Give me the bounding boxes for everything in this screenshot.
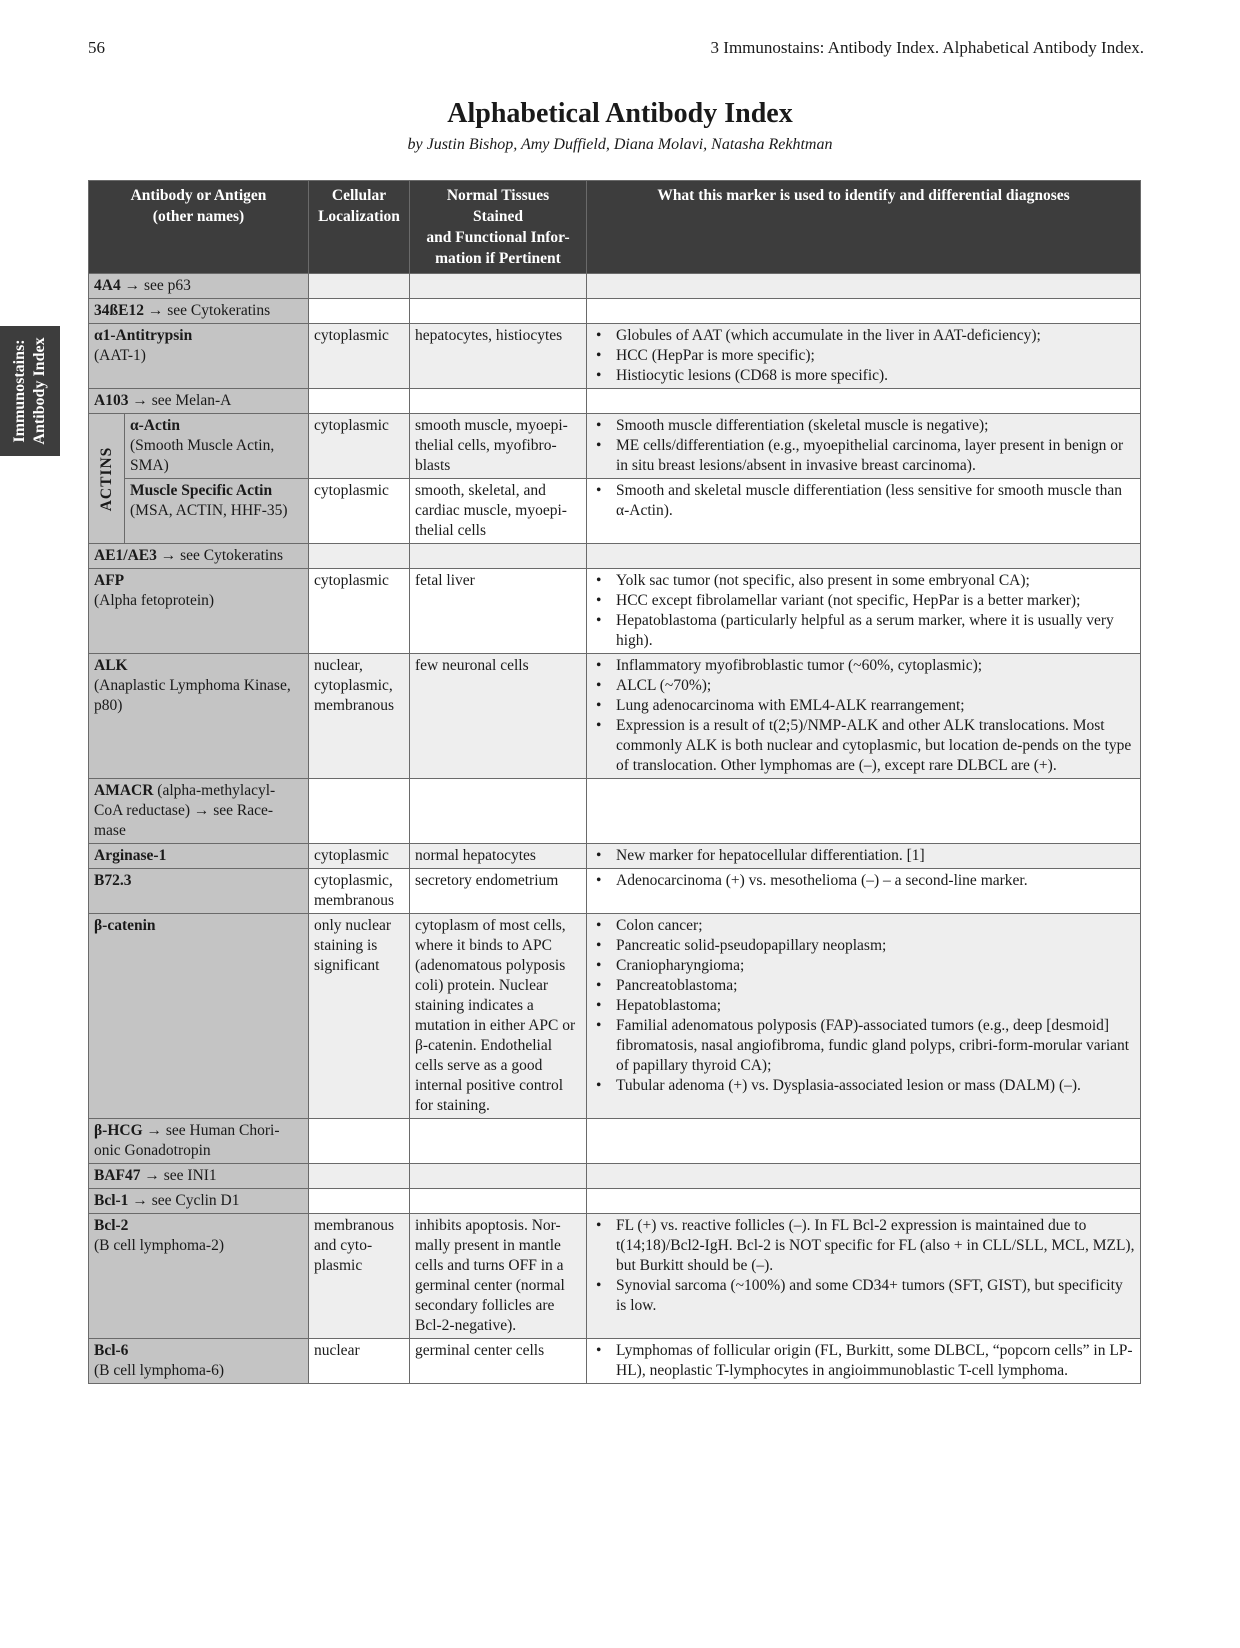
localization-cell: cytoplasmic <box>309 479 410 544</box>
table-row <box>89 1164 1141 1189</box>
uses-cell: • Inflammatory myofibroblastic tumor (~60%, cytoplasmic); • ALCL (~70%); • Lung adenocarcinoma with EML4-ALK rearrangement; • Expression is a result of t(2;5)/NMP-ALK and other ALK translocations. Most commonly ALK is both nuclear and cytoplasmic, but location de-pends on the type of translocation. Other lymphomas are (–), except rare DLBCL are (+). <box>587 654 1141 779</box>
antibody-cell: ALK (Anaplastic Lymphoma Kinase, p80) <box>89 654 309 779</box>
uses-cell: • Smooth and skeletal muscle differentiation (less sensitive for smooth muscle than α-Actin). <box>587 479 1141 544</box>
actins-group-label: ACTINS <box>97 446 115 511</box>
uses-cell: • Globules of AAT (which accumulate in the liver in AAT-deficiency); • HCC (HepPar is more specific); • Histiocytic lesions (CD68 is more specific). <box>587 324 1141 389</box>
table-row <box>89 274 1141 299</box>
antibody-cell: A103 → see Melan-A <box>89 389 309 414</box>
table-row <box>89 779 1141 844</box>
col-header-localization: Cellular Localization <box>309 181 410 274</box>
localization-cell: cytoplasmic, membranous <box>309 869 410 914</box>
page-title: Alphabetical Antibody Index <box>447 98 793 129</box>
antibody-table <box>88 180 1141 1384</box>
antibody-cell: β-HCG → see Human Chori-onic Gonadotropin <box>89 1119 309 1164</box>
tissue-cell: normal hepatocytes <box>410 844 587 869</box>
tissue-cell: few neuronal cells <box>410 654 587 779</box>
localization-cell: nuclear, cytoplasmic, membranous <box>309 654 410 779</box>
localization-cell: cytoplasmic <box>309 414 410 479</box>
localization-cell: cytoplasmic <box>309 844 410 869</box>
localization-cell: nuclear <box>309 1339 410 1384</box>
antibody-cell: 4A4 → see p63 <box>89 274 309 299</box>
table-row <box>89 1214 1141 1339</box>
table-row <box>89 544 1141 569</box>
tissue-cell: secretory endometrium <box>410 869 587 914</box>
table-row <box>89 1189 1141 1214</box>
tissue-cell: fetal liver <box>410 569 587 654</box>
side-tab-line2: Antibody Index <box>31 337 48 445</box>
antibody-cell: AE1/AE3 → see Cytokeratins <box>89 544 309 569</box>
antibody-cell: BAF47 → see INI1 <box>89 1164 309 1189</box>
table-row <box>89 414 1141 479</box>
table-row <box>89 869 1141 914</box>
tissue-cell: germinal center cells <box>410 1339 587 1384</box>
table-row <box>89 844 1141 869</box>
localization-cell: membranous and cyto-plasmic <box>309 1214 410 1339</box>
uses-cell: • Lymphomas of follicular origin (FL, Burkitt, some DLBCL, “popcorn cells” in LP-HL), neoplastic T-lymphocytes in angioimmunoblastic T-cell lymphoma. <box>587 1339 1141 1384</box>
tissue-cell: cytoplasm of most cells, where it binds to APC (adenomatous polyposis coli) protein. Nuclear staining indicates a mutation in either APC or β-catenin. Endothelial cells serve as a good internal positive control for staining. <box>410 914 587 1119</box>
antibody-cell: α1-Antitrypsin (AAT-1) <box>89 324 309 389</box>
antibody-cell: β-catenin <box>89 914 309 1119</box>
antibody-cell: B72.3 <box>89 869 309 914</box>
tissue-cell: hepatocytes, histiocytes <box>410 324 587 389</box>
localization-cell: cytoplasmic <box>309 324 410 389</box>
localization-cell: only nuclear staining is significant <box>309 914 410 1119</box>
tissue-cell: smooth, skeletal, and cardiac muscle, myoepi-thelial cells <box>410 479 587 544</box>
running-head: 3 Immunostains: Antibody Index. Alphabetical Antibody Index. <box>710 38 1144 57</box>
table-row <box>89 299 1141 324</box>
localization-cell: cytoplasmic <box>309 569 410 654</box>
side-tab-line1: Immunostains: <box>11 339 28 443</box>
uses-cell: • FL (+) vs. reactive follicles (–). In FL Bcl-2 expression is maintained due to t(14;18)/Bcl2-IgH. Bcl-2 is NOT specific for FL (also + in CLL/SLL, MCL, MZL), but Burkitt should be (–). • Synovial sarcoma (~100%) and some CD34+ tumors (SFT, GIST), but specificity is low. <box>587 1214 1141 1339</box>
antibody-cell: Muscle Specific Actin (MSA, ACTIN, HHF-35) <box>125 479 309 544</box>
table-row <box>89 324 1141 389</box>
antibody-cell: Bcl-2 (B cell lymphoma-2) <box>89 1214 309 1339</box>
table-row <box>89 1339 1141 1384</box>
uses-cell: • Smooth muscle differentiation (skeletal muscle is negative); • ME cells/differentiation (e.g., myoepithelial carcinoma, layer present in benign or in situ breast lesions/absent in invasive breast carcinoma). <box>587 414 1141 479</box>
antibody-cell: Bcl-1 → see Cyclin D1 <box>89 1189 309 1214</box>
uses-cell: • New marker for hepatocellular differentiation. [1] <box>587 844 1141 869</box>
table-row <box>89 914 1141 1119</box>
table-row <box>89 1119 1141 1164</box>
table-header-row <box>89 181 1141 274</box>
col-header-antibody: Antibody or Antigen (other names) <box>89 181 309 274</box>
actins-group-cell <box>89 414 125 544</box>
antibody-cell: AMACR (alpha-methylacyl-CoA reductase) → see Race-mase <box>89 779 309 844</box>
col-header-tissues: Normal Tissues Stained and Functional Infor- mation if Pertinent <box>410 181 587 274</box>
section-side-tab <box>0 326 60 456</box>
col-header-uses: What this marker is used to identify and differential diagnoses <box>587 181 1141 274</box>
antibody-cell: Arginase-1 <box>89 844 309 869</box>
uses-cell: • Adenocarcinoma (+) vs. mesothelioma (–) – a second-line marker. <box>587 869 1141 914</box>
uses-cell: • Colon cancer; • Pancreatic solid-pseudopapillary neoplasm; • Craniopharyngioma; • Pancreatoblastoma; • Hepatoblastoma; • Familial adenomatous polyposis (FAP)-associated tumors (e.g., deep [desmoid] fibromatosis, nasal angiofibroma, fundic gland polyps, cribri-form-morular variant of papillary thyroid CA); • Tubular adenoma (+) vs. Dysplasia-associated lesion or mass (DALM) (–). <box>587 914 1141 1119</box>
uses-cell: • Yolk sac tumor (not specific, also present in some embryonal CA); • HCC except fibrolamellar variant (not specific, HepPar is a better marker); • Hepatoblastoma (particularly helpful as a serum marker, where it is usually very high). <box>587 569 1141 654</box>
antibody-cell: Bcl-6 (B cell lymphoma-6) <box>89 1339 309 1384</box>
table-row <box>89 389 1141 414</box>
page-number: 56 <box>88 38 105 57</box>
table-row <box>89 479 1141 544</box>
antibody-cell: 34ßE12 → see Cytokeratins <box>89 299 309 324</box>
tissue-cell: inhibits apoptosis. Nor-mally present in mantle cells and turns OFF in a germinal center (normal secondary follicles are Bcl-2-negative). <box>410 1214 587 1339</box>
tissue-cell: smooth muscle, myoepi-thelial cells, myofibro-blasts <box>410 414 587 479</box>
antibody-cell: AFP (Alpha fetoprotein) <box>89 569 309 654</box>
table-row <box>89 654 1141 779</box>
antibody-cell: α-Actin (Smooth Muscle Actin, SMA) <box>125 414 309 479</box>
authors: by Justin Bishop, Amy Duffield, Diana Molavi, Natasha Rekhtman <box>407 136 833 153</box>
table-row <box>89 569 1141 654</box>
